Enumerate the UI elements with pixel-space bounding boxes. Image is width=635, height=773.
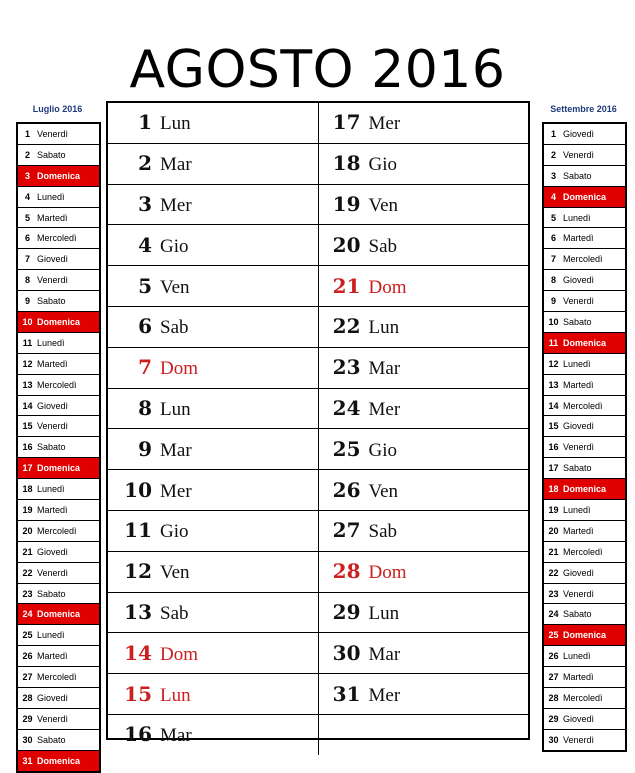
day-cell xyxy=(108,510,318,551)
side-day-name: Domenica xyxy=(37,165,99,186)
day-number: 22 xyxy=(332,314,361,339)
side-day-name: Mercoledì xyxy=(37,520,99,541)
day-number: 30 xyxy=(332,640,361,665)
side-day-name: Sabato xyxy=(563,458,625,479)
side-day-name: Sabato xyxy=(37,144,99,165)
side-day-name: Mercoledì xyxy=(563,395,625,416)
day-number: 26 xyxy=(332,477,361,502)
day-number: 2 xyxy=(138,151,152,176)
side-day-name: Martedì xyxy=(37,646,99,667)
side-day-row xyxy=(18,270,99,291)
day-cell xyxy=(318,633,528,674)
side-day-name: Venerdì xyxy=(563,144,625,165)
side-day-number: 29 xyxy=(18,708,37,729)
day-number: 19 xyxy=(332,191,361,216)
day-number: 18 xyxy=(332,151,361,176)
day-number: 23 xyxy=(332,355,361,380)
side-day-name: Giovedì xyxy=(37,688,99,709)
side-day-row xyxy=(544,604,625,625)
side-day-row xyxy=(544,374,625,395)
side-day-number: 15 xyxy=(18,416,37,437)
side-day-name: Venerdì xyxy=(563,734,595,745)
side-day-number: 26 xyxy=(544,646,563,667)
side-day-row xyxy=(544,312,625,333)
side-day-name: Venerdì xyxy=(563,583,625,604)
side-day-name: Lunedì xyxy=(37,332,99,353)
side-day-row xyxy=(544,729,625,749)
side-day-number: 1 xyxy=(18,124,37,144)
day-number: 10 xyxy=(124,477,152,502)
side-day-number: 16 xyxy=(18,437,37,458)
side-day-row xyxy=(544,249,625,270)
side-day-number: 4 xyxy=(544,186,563,207)
day-number: 28 xyxy=(332,559,361,584)
day-name: Lun xyxy=(368,317,400,339)
side-day-number: 10 xyxy=(18,312,37,333)
side-day-row xyxy=(18,124,99,144)
main-row xyxy=(108,143,528,184)
side-day-row xyxy=(18,186,99,207)
page-title: AGOSTO 2016 xyxy=(129,40,506,100)
side-day-row xyxy=(18,312,99,333)
side-day-row xyxy=(544,646,625,667)
left-month-label: Luglio 2016 xyxy=(32,104,83,114)
side-day-number: 5 xyxy=(18,207,37,228)
side-day-number: 11 xyxy=(544,332,563,353)
day-number: 24 xyxy=(332,395,361,420)
side-day-row xyxy=(544,207,625,228)
side-day-number: 20 xyxy=(544,520,563,541)
side-day-row xyxy=(18,437,99,458)
side-day-number: 26 xyxy=(18,646,37,667)
day-cell xyxy=(318,306,528,347)
day-cell xyxy=(108,143,318,184)
side-day-number: 22 xyxy=(18,562,37,583)
side-day-number: 30 xyxy=(18,729,37,750)
side-day-number: 6 xyxy=(18,228,37,249)
side-day-number: 15 xyxy=(544,416,563,437)
side-day-number: 8 xyxy=(18,270,37,291)
side-day-row xyxy=(18,688,99,709)
side-day-name: Venerdì xyxy=(563,437,625,458)
day-cell xyxy=(318,347,528,388)
side-day-number: 19 xyxy=(544,500,563,521)
day-number: 11 xyxy=(124,518,152,543)
side-day-row xyxy=(544,124,625,144)
day-number: 15 xyxy=(124,681,152,706)
side-day-row xyxy=(18,604,99,625)
day-cell xyxy=(108,347,318,388)
day-name: Gio xyxy=(160,235,189,257)
day-name: Sab xyxy=(160,317,189,339)
side-day-name: Lunedì xyxy=(563,500,625,521)
side-day-row xyxy=(18,144,99,165)
side-day-number: 13 xyxy=(18,374,37,395)
side-day-row xyxy=(544,291,625,312)
side-day-name: Sabato xyxy=(563,312,625,333)
side-day-number: 29 xyxy=(544,708,563,729)
side-day-name: Giovedì xyxy=(563,708,625,729)
right-month-calendar xyxy=(542,122,627,752)
day-name: Mar xyxy=(368,643,401,665)
side-day-number: 21 xyxy=(544,541,563,562)
day-number: 16 xyxy=(124,722,152,747)
side-day-name: Sabato xyxy=(37,291,99,312)
day-name: Mer xyxy=(368,113,401,135)
day-cell xyxy=(108,592,318,633)
main-row xyxy=(108,103,528,143)
side-day-name: Giovedì xyxy=(563,416,625,437)
day-number: 6 xyxy=(138,314,152,339)
day-cell xyxy=(318,266,528,307)
side-day-name: Mercoledì xyxy=(563,541,625,562)
side-day-name: Giovedì xyxy=(37,249,99,270)
side-day-name: Lunedì xyxy=(37,625,99,646)
side-day-number: 20 xyxy=(18,520,37,541)
side-day-name: Lunedì xyxy=(563,207,625,228)
side-day-name: Sabato xyxy=(563,165,625,186)
day-number: 17 xyxy=(332,110,361,135)
side-day-number: 28 xyxy=(18,688,37,709)
day-name: Dom xyxy=(368,562,407,584)
side-day-number: 9 xyxy=(18,291,37,312)
side-day-row xyxy=(18,395,99,416)
day-name: Ven xyxy=(160,562,190,584)
side-day-number: 14 xyxy=(18,395,37,416)
side-day-row xyxy=(544,562,625,583)
side-day-number: 11 xyxy=(18,332,37,353)
day-number: 1 xyxy=(138,110,152,135)
side-day-number: 28 xyxy=(544,688,563,709)
day-cell xyxy=(318,429,528,470)
side-day-row xyxy=(18,541,99,562)
side-day-name: Martedì xyxy=(37,207,99,228)
day-name: Mer xyxy=(368,398,401,420)
day-number: 8 xyxy=(138,395,152,420)
main-month-calendar xyxy=(106,101,530,747)
side-day-name: Martedì xyxy=(37,500,99,521)
day-cell xyxy=(108,674,318,715)
day-name: Ven xyxy=(368,480,399,502)
day-name: Mer xyxy=(368,684,401,706)
side-day-row xyxy=(18,228,99,249)
side-day-number: 25 xyxy=(18,625,37,646)
side-day-number: 2 xyxy=(18,144,37,165)
day-name: Gio xyxy=(368,154,397,176)
day-cell xyxy=(108,103,318,143)
side-day-name: Giovedì xyxy=(563,562,625,583)
day-number: 27 xyxy=(332,518,361,543)
day-name: Lun xyxy=(160,398,191,420)
main-row xyxy=(108,714,528,754)
day-number: 7 xyxy=(138,355,152,380)
side-day-number: 30 xyxy=(548,734,559,745)
side-day-number: 12 xyxy=(544,353,563,374)
day-cell xyxy=(108,306,318,347)
day-name: Sab xyxy=(160,602,189,624)
day-name: Mar xyxy=(160,725,192,747)
day-number: 29 xyxy=(332,599,361,624)
side-day-row xyxy=(18,729,99,750)
side-day-number: 19 xyxy=(18,500,37,521)
day-name: Mar xyxy=(160,439,192,461)
side-day-number: 27 xyxy=(544,667,563,688)
side-day-number: 7 xyxy=(18,249,37,270)
side-day-number: 17 xyxy=(544,458,563,479)
side-day-row xyxy=(544,667,625,688)
side-day-number: 8 xyxy=(544,270,563,291)
day-cell xyxy=(318,470,528,511)
day-cell xyxy=(108,225,318,266)
main-row xyxy=(108,225,528,266)
day-cell xyxy=(318,388,528,429)
side-day-name: Domenica xyxy=(563,332,625,353)
side-day-name: Lunedì xyxy=(563,646,625,667)
side-day-number: 23 xyxy=(18,583,37,604)
side-day-number: 24 xyxy=(18,604,37,625)
main-row xyxy=(108,388,528,429)
day-cell xyxy=(318,143,528,184)
day-cell xyxy=(318,714,528,754)
side-day-number: 25 xyxy=(544,625,563,646)
side-day-row xyxy=(544,625,625,646)
day-name: Lun xyxy=(160,684,191,706)
side-day-name: Giovedì xyxy=(563,270,625,291)
side-day-name: Sabato xyxy=(37,437,99,458)
side-day-name: Venerdì xyxy=(37,270,99,291)
day-name: Gio xyxy=(368,439,397,461)
main-row xyxy=(108,592,528,633)
side-day-row xyxy=(544,458,625,479)
side-day-row xyxy=(544,270,625,291)
side-day-row xyxy=(544,708,625,729)
main-row xyxy=(108,266,528,307)
day-cell xyxy=(108,184,318,225)
side-day-name: Venerdì xyxy=(37,124,99,144)
left-month-calendar xyxy=(16,122,101,773)
side-day-name: Martedì xyxy=(37,353,99,374)
day-number: 31 xyxy=(332,681,361,706)
day-number: 9 xyxy=(138,436,152,461)
side-day-number: 10 xyxy=(544,312,563,333)
side-day-number: 6 xyxy=(544,228,563,249)
side-day-row xyxy=(18,750,99,770)
side-day-row xyxy=(18,479,99,500)
side-day-row xyxy=(18,165,99,186)
day-name: Ven xyxy=(368,194,399,216)
day-number: 13 xyxy=(124,599,152,624)
side-day-row xyxy=(18,583,99,604)
side-day-name: Mercoledì xyxy=(37,667,99,688)
side-day-number: 4 xyxy=(18,186,37,207)
main-row xyxy=(108,633,528,674)
side-day-row xyxy=(18,708,99,729)
side-day-name: Venerdì xyxy=(37,562,99,583)
side-day-number: 9 xyxy=(544,291,563,312)
day-name: Lun xyxy=(368,602,400,624)
day-number: 20 xyxy=(332,232,361,257)
side-day-name: Domenica xyxy=(37,458,99,479)
main-row xyxy=(108,510,528,551)
day-cell xyxy=(318,225,528,266)
side-day-row xyxy=(544,541,625,562)
day-number: 4 xyxy=(138,232,152,257)
side-day-number: 2 xyxy=(544,144,563,165)
side-day-number: 21 xyxy=(18,541,37,562)
day-name: Mer xyxy=(160,480,192,502)
main-row xyxy=(108,551,528,592)
right-month-label: Settembre 2016 xyxy=(550,104,617,114)
day-number: 25 xyxy=(332,436,361,461)
main-row xyxy=(108,306,528,347)
day-name: Lun xyxy=(160,113,191,135)
day-name: Dom xyxy=(368,276,407,298)
side-day-name: Giovedì xyxy=(37,395,99,416)
day-cell xyxy=(108,266,318,307)
day-name: Mar xyxy=(368,358,401,380)
side-day-row xyxy=(18,625,99,646)
side-day-number: 27 xyxy=(18,667,37,688)
day-number: 5 xyxy=(138,273,152,298)
main-row xyxy=(108,347,528,388)
day-cell xyxy=(108,429,318,470)
side-day-row xyxy=(18,416,99,437)
side-day-number: 14 xyxy=(544,395,563,416)
side-day-row xyxy=(544,500,625,521)
main-row xyxy=(108,429,528,470)
side-day-row xyxy=(18,249,99,270)
day-number: 12 xyxy=(124,559,152,584)
side-day-number: 23 xyxy=(544,583,563,604)
side-day-name: Mercoledì xyxy=(563,249,625,270)
day-cell xyxy=(318,103,528,143)
side-day-row xyxy=(18,667,99,688)
side-day-number: 1 xyxy=(544,124,563,144)
day-cell xyxy=(108,470,318,511)
side-day-name: Mercoledì xyxy=(37,228,99,249)
side-day-name: Venerdì xyxy=(37,708,99,729)
side-day-number: 18 xyxy=(544,479,563,500)
side-day-name: Domenica xyxy=(563,625,625,646)
side-day-row xyxy=(544,416,625,437)
side-day-number: 3 xyxy=(18,165,37,186)
main-row xyxy=(108,470,528,511)
side-day-row xyxy=(544,353,625,374)
side-day-name: Mercoledì xyxy=(563,688,625,709)
day-cell xyxy=(318,592,528,633)
side-day-name: Sabato xyxy=(37,583,99,604)
side-day-row xyxy=(544,332,625,353)
side-day-number: 12 xyxy=(18,353,37,374)
side-day-number: 17 xyxy=(18,458,37,479)
day-name: Gio xyxy=(160,521,189,543)
side-day-name: Sabato xyxy=(563,604,625,625)
day-number: 14 xyxy=(124,640,152,665)
side-day-name: Lunedì xyxy=(37,186,99,207)
day-name: Dom xyxy=(160,358,198,380)
side-day-name: Martedì xyxy=(563,228,625,249)
side-day-name: Sabato xyxy=(37,729,99,750)
side-day-name: Lunedì xyxy=(563,353,625,374)
day-name: Mer xyxy=(160,194,192,216)
day-name: Sab xyxy=(368,235,397,257)
side-day-name: Giovedì xyxy=(563,124,625,144)
day-cell xyxy=(108,714,318,754)
side-day-row xyxy=(544,395,625,416)
side-day-row xyxy=(544,228,625,249)
side-day-name: Domenica xyxy=(563,479,625,500)
side-day-name: Domenica xyxy=(37,604,99,625)
side-day-name: Domenica xyxy=(37,750,99,770)
side-day-name: Domenica xyxy=(37,312,99,333)
day-cell xyxy=(108,388,318,429)
side-day-row xyxy=(18,500,99,521)
main-row xyxy=(108,184,528,225)
side-day-number: 13 xyxy=(544,374,563,395)
side-day-name: Martedì xyxy=(563,520,625,541)
day-cell xyxy=(318,184,528,225)
side-day-row xyxy=(18,520,99,541)
side-day-row xyxy=(18,458,99,479)
side-day-name: Venerdì xyxy=(37,416,99,437)
side-day-row xyxy=(544,186,625,207)
main-row xyxy=(108,674,528,715)
side-day-row xyxy=(18,646,99,667)
side-day-name: Venerdì xyxy=(563,291,625,312)
side-day-number: 31 xyxy=(18,750,37,770)
day-cell xyxy=(318,674,528,715)
side-day-row xyxy=(18,207,99,228)
side-day-number: 18 xyxy=(18,479,37,500)
day-name: Dom xyxy=(160,643,198,665)
side-day-name: Martedì xyxy=(563,667,625,688)
side-day-row xyxy=(544,437,625,458)
side-day-row xyxy=(544,144,625,165)
side-day-number: 7 xyxy=(544,249,563,270)
side-day-row xyxy=(18,353,99,374)
day-cell xyxy=(108,633,318,674)
side-day-number: 5 xyxy=(544,207,563,228)
day-name: Ven xyxy=(160,276,190,298)
side-day-row xyxy=(18,562,99,583)
side-day-row xyxy=(544,165,625,186)
day-name: Mar xyxy=(160,154,192,176)
day-number: 3 xyxy=(138,191,152,216)
day-cell xyxy=(318,510,528,551)
side-day-row xyxy=(544,479,625,500)
side-day-row xyxy=(544,520,625,541)
day-number: 21 xyxy=(332,273,361,298)
side-day-name: Domenica xyxy=(563,186,625,207)
side-day-number: 3 xyxy=(544,165,563,186)
side-day-row xyxy=(18,374,99,395)
day-cell xyxy=(318,551,528,592)
side-day-name: Lunedì xyxy=(37,479,99,500)
day-name: Sab xyxy=(368,521,397,543)
day-cell xyxy=(108,551,318,592)
side-day-number: 16 xyxy=(544,437,563,458)
side-day-name: Martedì xyxy=(563,374,625,395)
side-day-row xyxy=(544,688,625,709)
side-day-row xyxy=(544,583,625,604)
side-day-number: 24 xyxy=(544,604,563,625)
side-day-name: Mercoledì xyxy=(37,374,99,395)
side-day-number: 22 xyxy=(544,562,563,583)
side-day-name: Giovedì xyxy=(37,541,99,562)
side-day-row xyxy=(18,291,99,312)
side-day-row xyxy=(18,332,99,353)
